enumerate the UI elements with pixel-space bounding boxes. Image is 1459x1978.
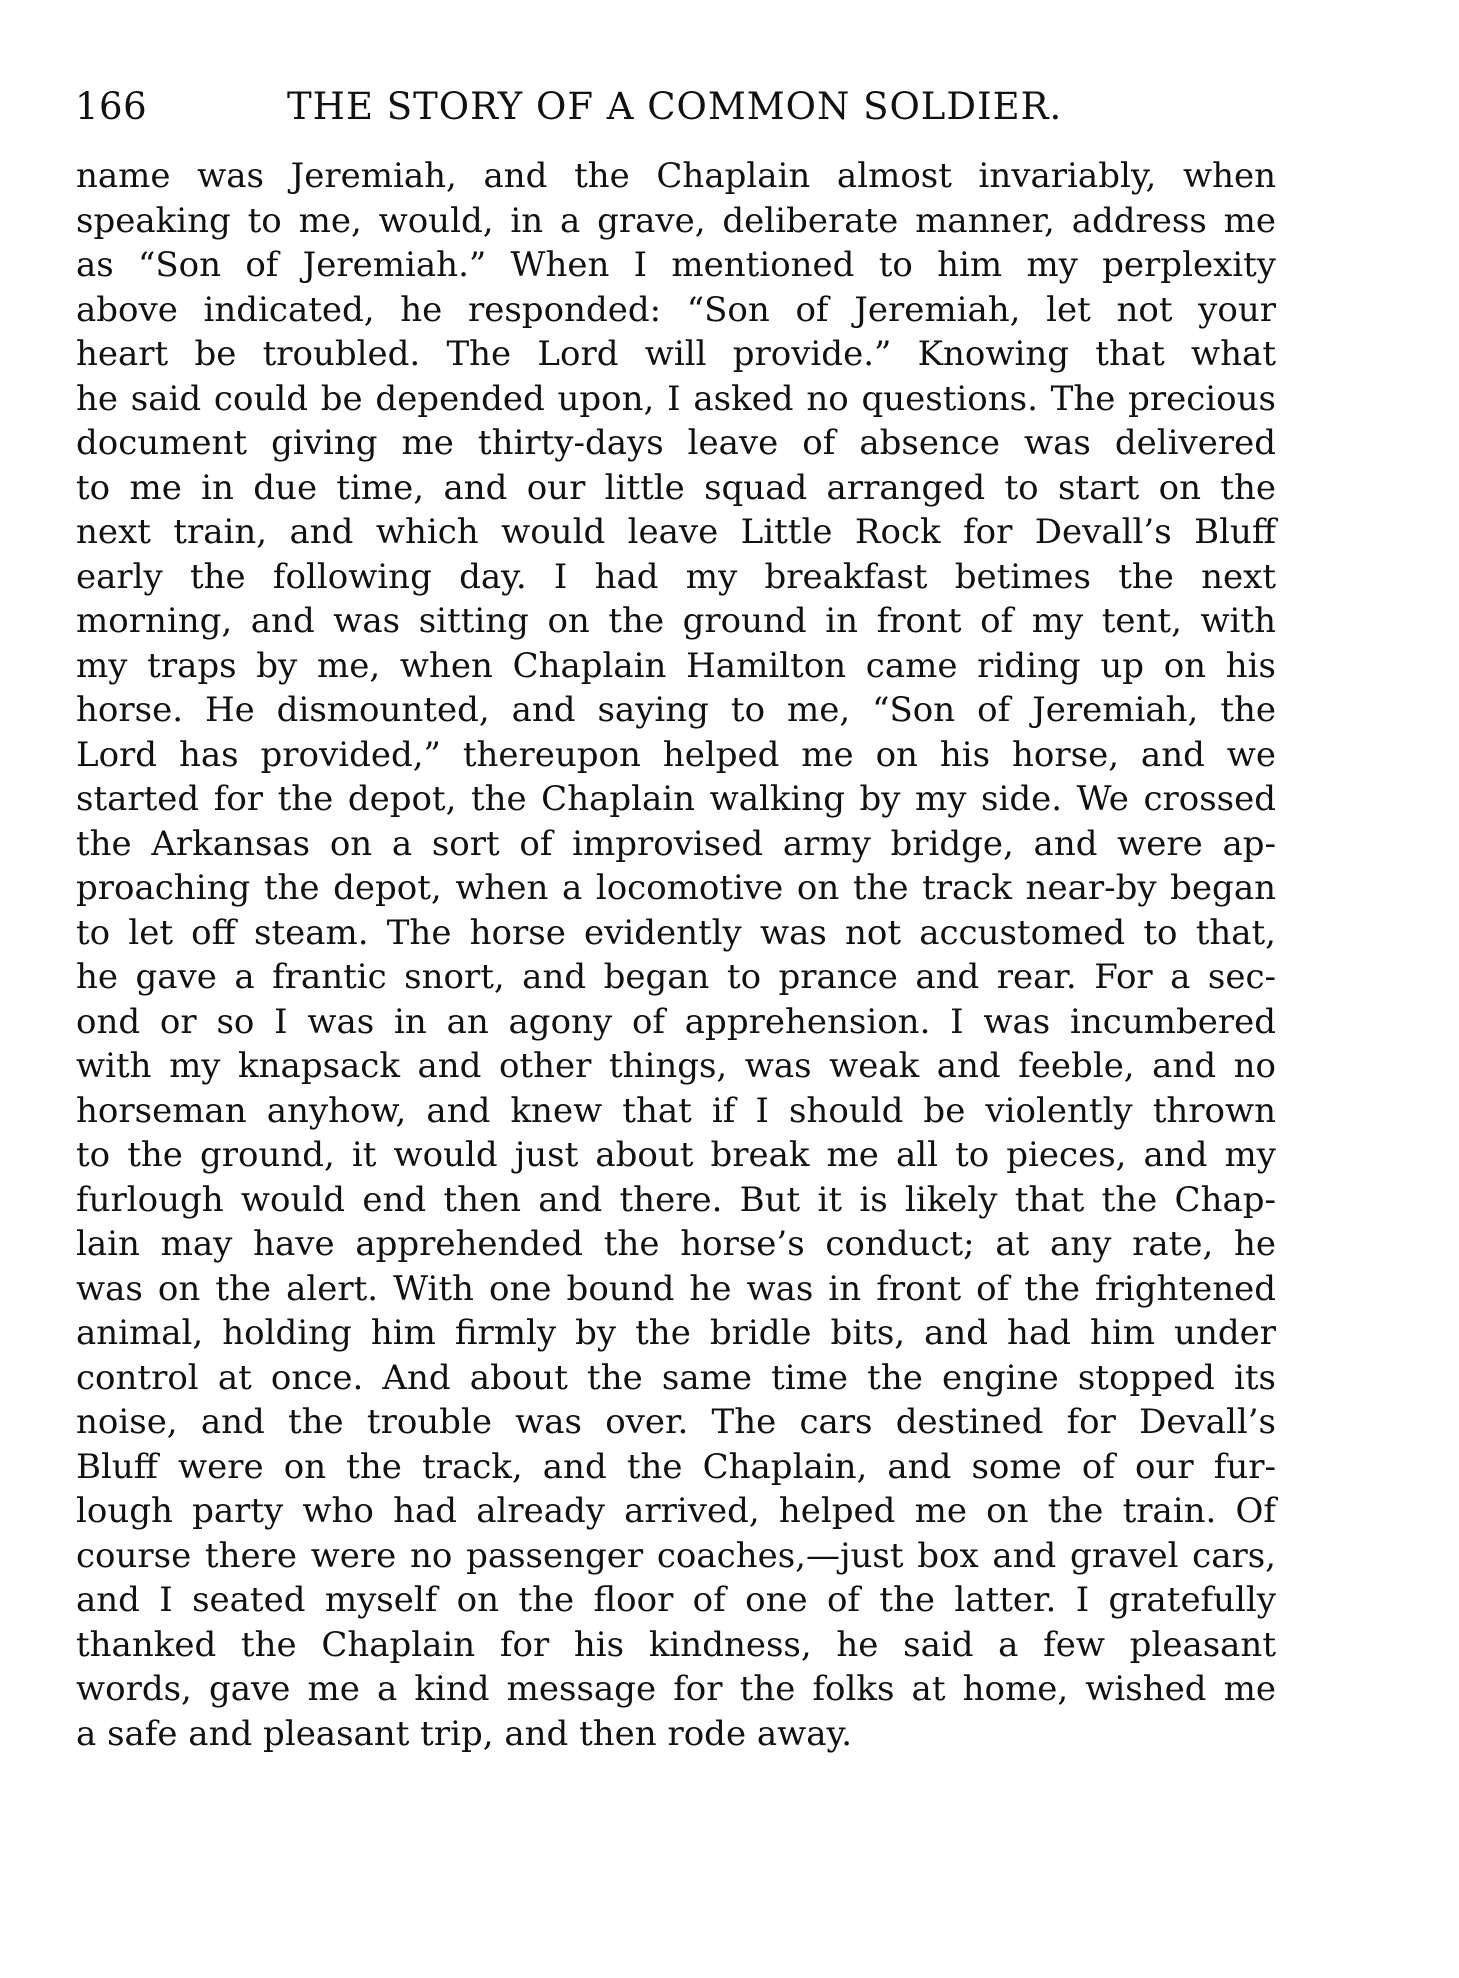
text-line: a safe and pleasant trip, and then rode away. [76,1713,853,1754]
text-line: animal, holding him firmly by the bridle bits, and had him under [76,1313,1276,1353]
text-line: noise, and the trouble was over. The cars destined for Devall’s [76,1402,1276,1442]
text-line: next train, and which would leave Little Rock for Devall’s Bluff [76,512,1276,552]
text-line: my traps by me, when Chaplain Hamilton came riding up on his [76,645,1276,686]
text-line: to let off steam. The horse evidently was not accustomed to that, [76,912,1276,953]
text-line: name was Jeremiah, and the Chaplain almost invariably, when [76,156,1276,196]
text-line: furlough would end then and there. But it is likely that the Chap- [76,1179,1276,1220]
text-line: control at once. And about the same time the engine stopped its [76,1357,1276,1398]
text-line: Bluff were on the track, and the Chaplain, and some of our fur- [76,1446,1276,1487]
text-line: he gave a frantic snort, and began to prance and rear. For a sec- [76,957,1276,997]
text-line: early the following day. I had my breakfast betimes the next [76,556,1276,597]
text-line: lain may have apprehended the horse’s conduct; at any rate, he [76,1224,1276,1264]
text-line: to the ground, it would just about break me all to pieces, and my [76,1135,1276,1175]
text-line: as “Son of Jeremiah.” When I mentioned to him my perplexity [76,245,1276,285]
text-line: the Arkansas on a sort of improvised army bridge, and were ap- [76,823,1276,864]
text-line: Lord has provided,” thereupon helped me on his horse, and we [76,734,1276,775]
text-line: course there were no passenger coaches,—just box and gravel cars, [76,1535,1276,1576]
text-line: above indicated, he responded: “Son of Jeremiah, let not your [76,289,1276,330]
text-line: words, gave me a kind message for the folks at home, wished me [76,1669,1276,1709]
text-line: thanked the Chaplain for his kindness, he said a few pleasant [76,1624,1276,1665]
page-number: 166 [75,85,148,128]
text-line: he said could be depended upon, I asked no questions. The precious [76,378,1276,419]
text-line: and I seated myself on the floor of one of the latter. I gratefully [76,1580,1276,1620]
text-line: heart be troubled. The Lord will provide.” Knowing that what [76,334,1276,374]
text-line: horseman anyhow, and knew that if I should be violently thrown [76,1090,1276,1131]
text-line: to me in due time, and our little squad arranged to start on the [76,467,1276,508]
text-line: morning, and was sitting on the ground in front of my tent, with [76,601,1276,641]
text-line: horse. He dismounted, and saying to me, “Son of Jeremiah, the [76,690,1276,730]
text-line: speaking to me, would, in a grave, deliberate manner, address me [76,200,1276,241]
text-line: lough party who had already arrived, helped me on the train. Of [76,1491,1276,1531]
text-line: document giving me thirty-days leave of absence was delivered [76,423,1276,463]
text-line: started for the depot, the Chaplain walking by my side. We crossed [76,779,1276,819]
running-head [75,82,1270,132]
running-title: THE STORY OF A COMMON SOLDIER. [287,85,1063,128]
text-line: with my knapsack and other things, was weak and feeble, and no [76,1046,1276,1086]
body-text [76,154,1276,1756]
text-line: proaching the depot, when a locomotive on the track near-by began [76,868,1276,908]
text-line: was on the alert. With one bound he was in front of the frightened [76,1268,1276,1309]
text-line: ond or so I was in an agony of apprehension. I was incumbered [76,1001,1276,1042]
